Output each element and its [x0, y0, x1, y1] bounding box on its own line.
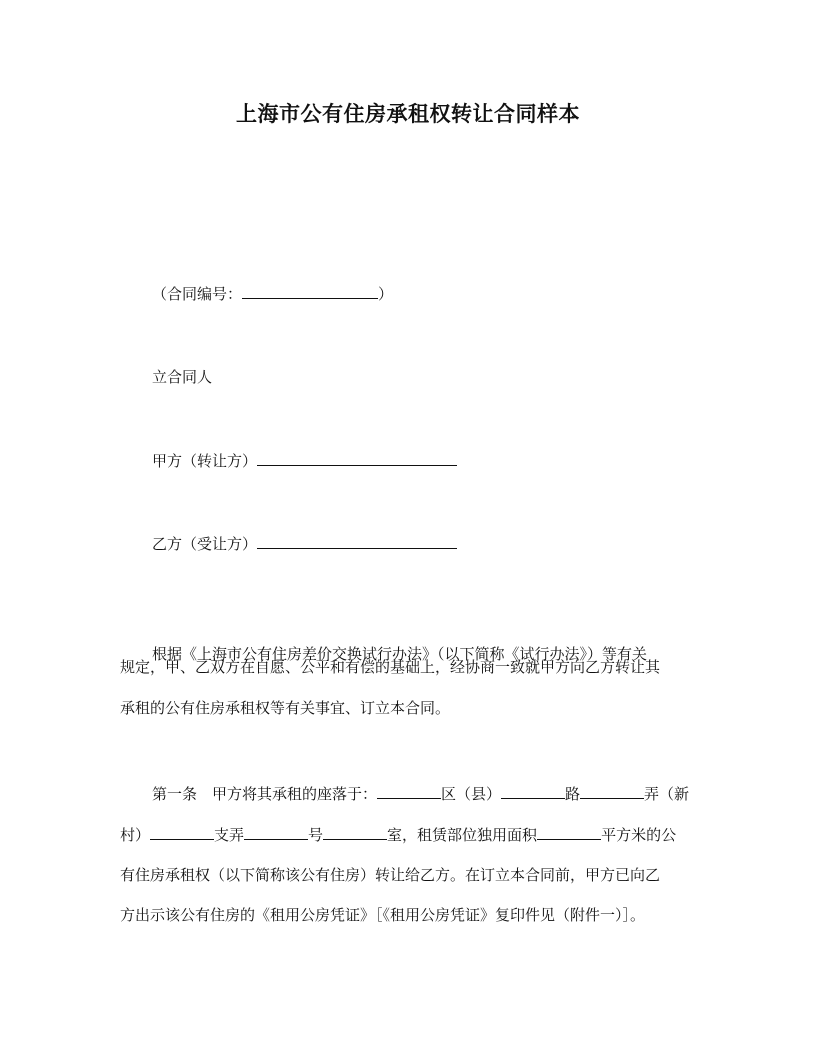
- party-b-line: [152, 533, 457, 554]
- sub-lane-blank[interactable]: [150, 824, 214, 840]
- party-b-label: 乙方（受让方）: [152, 535, 258, 553]
- article1-text: 路: [565, 785, 581, 803]
- document-title: 上海市公有住房承租权转让合同样本: [236, 101, 580, 126]
- contract-number-line: [152, 283, 393, 304]
- party-a-line: [152, 450, 457, 471]
- party-a-blank[interactable]: [257, 450, 457, 466]
- party-b-blank[interactable]: [257, 533, 457, 549]
- number-blank[interactable]: [244, 824, 308, 840]
- article1-text: 平方米的公: [601, 826, 677, 844]
- article1-text: 第一条 甲方将其承租的座落于：: [152, 785, 378, 803]
- article1-text: 号: [308, 826, 324, 844]
- room-blank[interactable]: [323, 824, 387, 840]
- preamble-line: 规定，甲、乙双方在自愿、公平和有偿的基础上，经协商一致就甲方向乙方转让其: [120, 658, 661, 676]
- contract-number-blank[interactable]: [242, 283, 378, 299]
- parties-heading: 立合同人: [152, 368, 213, 386]
- article1-text: 室，租赁部位独用面积: [387, 826, 538, 844]
- article1-line: 有住房承租权（以下简称该公有住房）转让给乙方。在订立本合同前，甲方已向乙: [120, 866, 661, 884]
- article1-text: 村）: [120, 826, 151, 844]
- preamble-line: 根据《上海市公有住房差价交换试行办法》（以下简称《试行办法》）等有关: [152, 645, 648, 663]
- article1-text: 支弄: [214, 826, 245, 844]
- preamble-line: 承租的公有住房承租权等有关事宜、订立本合同。: [120, 699, 451, 717]
- contract-number-close: ）: [378, 285, 394, 303]
- area-blank[interactable]: [537, 824, 601, 840]
- district-blank[interactable]: [377, 783, 441, 799]
- article1-line: [120, 824, 676, 845]
- contract-number-label: （合同编号：: [152, 285, 243, 303]
- article1-line: [152, 783, 689, 804]
- article1-line: 方出示该公有住房的《租用公房凭证》［《租用公房凭证》复印件见（附件一）］。: [120, 906, 646, 924]
- article1-text: 弄（新: [644, 785, 690, 803]
- lane-blank[interactable]: [580, 783, 644, 799]
- party-a-label: 甲方（转让方）: [152, 452, 258, 470]
- road-blank[interactable]: [501, 783, 565, 799]
- article1-text: 区（县）: [441, 785, 502, 803]
